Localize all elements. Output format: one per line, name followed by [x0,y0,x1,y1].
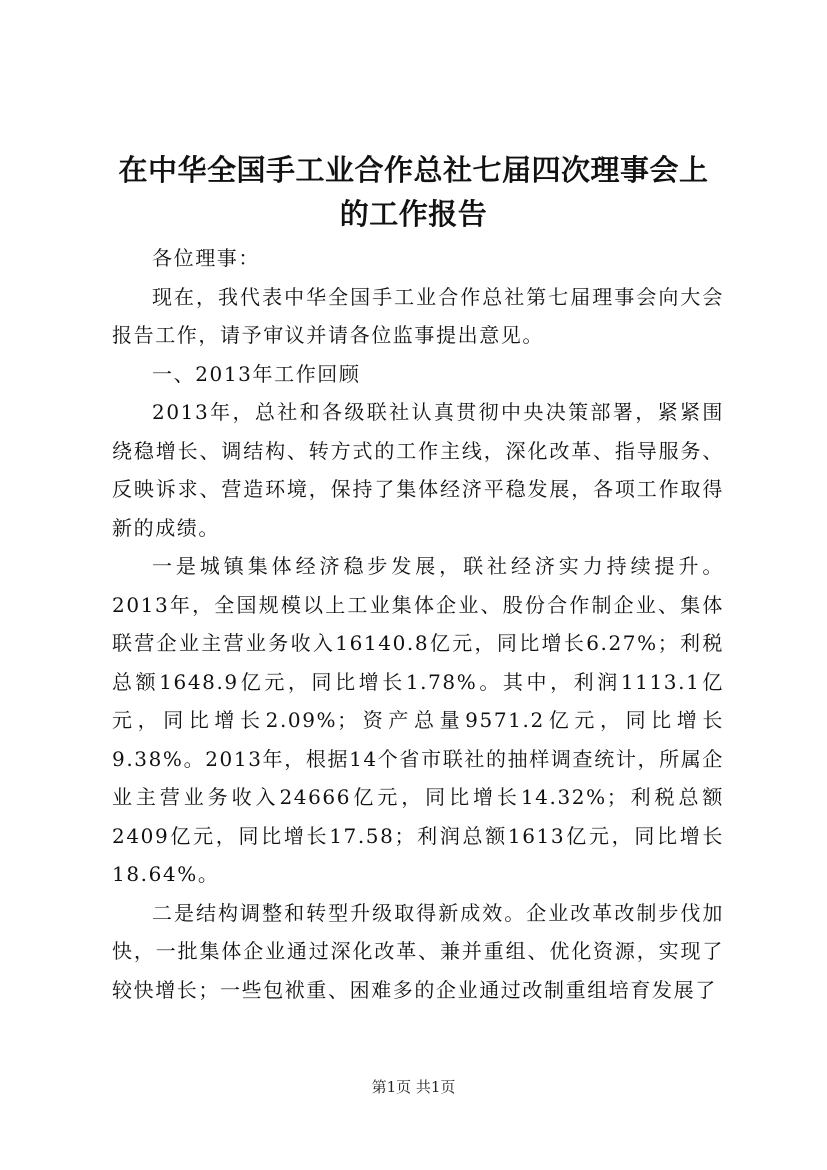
paragraph-overview: 2013年，总社和各级联社认真贯彻中央决策部署，紧紧围绕稳增长、调结构、转方式的工作主线，深化改革、指导服务、反映诉求、营造环境，保持了集体经济平稳发展，各项工作取得新的成绩。 [112,400,724,540]
paragraph-intro: 现在，我代表中华全国手工业合作总社第七届理事会向大会报告工作，请予审议并请各位监事提出意见。 [112,284,724,347]
paragraph-point-2: 二是结构调整和转型升级取得新成效。企业改革改制步伐加快，一批集体企业通过深化改革、兼并重组、优化资源，实现了较快增长；一些包袱重、困难多的企业通过改制重组培育发展了 [112,900,724,1002]
paragraph-point-1: 一是城镇集体经济稳步发展，联社经济实力持续提升。2013年，全国规模以上工业集体企业、股份合作制企业、集体联营企业主营业务收入16140.8亿元，同比增长6.27%；利税总额1648.9亿元，同比增长1.78%。其中，利润1113.1亿元，同比增长2.09%；资产总量9571.2亿元，同比增长9.38%。2013年，根据14个省市联社的抽样调查统计，所属企业主营业务收入24666亿元，同比增长14.32%；利税总额2409亿元，同比增长17.58；利润总额1613亿元，同比增长18.64%。 [112,554,724,886]
page-number: 第1页 共1页 [371,1078,456,1096]
title-line-1: 在中华全国手工业合作总社七届四次理事会上 [118,153,709,187]
page-footer [0,1077,827,1097]
title-line-2: 的工作报告 [339,197,488,231]
document-title [100,148,727,236]
document-body [112,239,724,1009]
section-heading: 一、2013年工作回顾 [152,361,361,386]
salutation: 各位理事： [152,246,260,270]
